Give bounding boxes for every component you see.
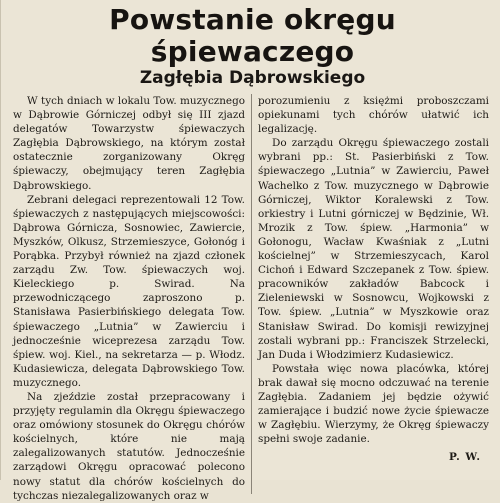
article-subtitle: Zagłębia Dąbrowskiego xyxy=(139,68,366,88)
paragraph: Do zarządu Okręgu śpiewaczego zostali wybrani pp.: St. Pasierbiński z Tow. śpiewaczego „Lutnia” w Zawierciu, Paweł Wachelko z Tow. muzycznego w Dąbrowie Górniczej, Wiktor Koralewski z Tow. orkiestry i Lutni górniczej w Będzinie, Wł. Mrozik z Tow. śpiew. „Harmonia” w Gołonogu, Wacław Kwaśniak z „Lutni kościelnej” w Strzemieszycach, Karol Cichoń i Edward Szczepanek z Tow. śpiew. pracowników zakładów Babcock i Zieleniewski w Sosnowcu, Wojkowski z Tow. śpiew. „Lutnia” w Myszkowie oraz Stanisław Swirad. Do komisji rewizyjnej zostali wybrani pp.: Franciszek Strzelecki, Jan Duda i Włodzimierz Kudasiewicz. xyxy=(258,137,489,361)
paragraph: W tych dniach w lokalu Tow. muzycznego w Dąbrowie Górniczej odbył się III zjazd delegatów Towarzystw śpiewaczych Zagłębia Dąbrowskiego, na którym został ostatecznie zorganizowany Okręg śpiewaczy, obejmujący teren Zagłębia Dąbrowskiego. xyxy=(13,95,245,192)
article-title: Powstanie okręgu śpiewaczego xyxy=(109,3,396,68)
article-body xyxy=(13,94,492,502)
paragraph: porozumieniu z księżmi proboszczami opiekunami tych chórów ułatwić ich legalizację. xyxy=(258,95,489,136)
left-column xyxy=(13,94,251,502)
paragraph: Powstała więc nowa placówka, której brak dawał się mocno odczuwać na terenie Zagłębia. Zadaniem jej będzie ożywić zamierające i budzić nowe życie śpiewacze w Zagłębiu. Wierzymy, że Okręg śpiewaczy spełni swoje zadanie. xyxy=(258,362,489,446)
author-signature: P. W. xyxy=(449,451,481,464)
paragraph: Zebrani delegaci reprezentowali 12 Tow. śpiewaczych z następujących miejscowości: Dąbrowa Górnicza, Sosnowiec, Zawiercie, Myszków, Olkusz, Strzemieszyce, Gołonóg i Porąbka. Przybył również na zjazd członek zarządu Zw. Tow. śpiewaczych woj. Kieleckiego p. Swirad. Na przewodniczącego zaproszono p. Stanisława Pasierbińskiego delegata Tow. śpiewaczego „Lutnia” w Zawierciu i jednocześnie wiceprezesa zarządu Tow. śpiew. woj. Kiel., na sekretarza — p. Włodz. Kudasiewicza, delegata Dąbrowskiego Tow. muzycznego. xyxy=(13,193,245,389)
right-column xyxy=(251,94,489,494)
paragraph: Na zjeździe został przepracowany i przyjęty regulamin dla Okręgu śpiewaczego oraz omówiony stosunek do Okręgu chórów kościelnych, które nie mają zalegalizowanych statutów. Jednocześnie zarządowi Okręgu opracować polecono nowy statut dla chórów kościelnych do tychczas niezalegalizowanych oraz w xyxy=(13,390,245,502)
